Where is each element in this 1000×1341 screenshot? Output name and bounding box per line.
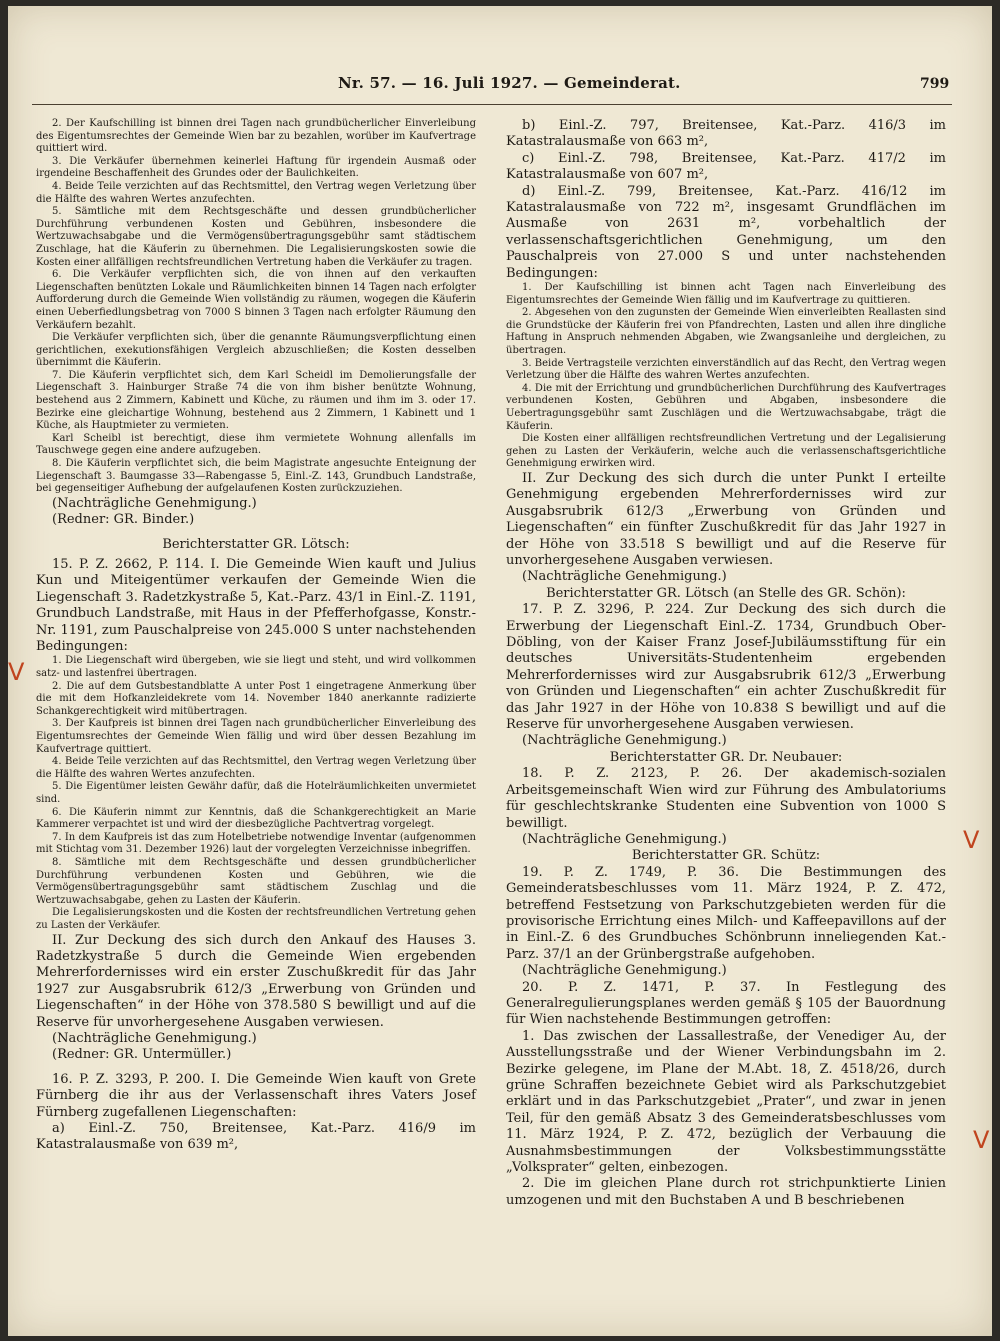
body-paragraph: b) Einl.-Z. 797, Breitensee, Kat.-Parz. 416/3 im Katastralausmaße von 663 m², (506, 118, 946, 150)
section-heading: Berichterstatter GR. Lötsch: (162, 536, 350, 552)
page-number: 799 (920, 76, 950, 92)
spacer (36, 529, 476, 537)
body-paragraph: 15. P. Z. 2662, P. 114. I. Die Gemeinde Wien kauft und Julius Kun und Miteigentümer verkaufen der Gemeinde Wien die Liegenschaft 3. Radetzkystraße 5, Kat.-Parz. 43/1 in Einl.-Z. 1191, Grundbuch Landstraße, mit Haus in der Pfefferhofgasse, Konstr.-Nr. 1191, zum Pauschalpreise von 245.000 S unter nachstehenden Bedingungen: (36, 557, 476, 655)
body-paragraph: (Nachträgliche Genehmigung.) (52, 1030, 257, 1046)
section-heading: Berichterstatter GR. Schütz: (631, 848, 821, 864)
body-paragraph: II. Zur Deckung des sich durch den Ankauf des Hauses 3. Radetzkystraße 5 durch die Gemeinde Wien ergebenden Mehrerfordernisses wird ein erster Zuschußkredit für das Jahr 1927 zur Ausgabsrubrik 612/3 „Erwerbung von Gründen und Liegenschaften“ in der Höhe von 378.580 S bewilligt und auf die Reserve für unvorhergesehene Ausgaben verwiesen. (36, 932, 476, 1030)
condition-paragraph: 8. Die Käuferin verpflichtet sich, die beim Magistrate angesuchte Enteignung der Liegenschaft 3. Baumgasse 33—Rabengasse 5, Einl.-Z. 143, Grundbuch Landstraße, bei gegenseitiger Aufhebung der aufgelaufenen Kosten zurückzuziehen. (36, 458, 476, 495)
condition-paragraph: 5. Die Eigentümer leisten Gewähr dafür, daß die Hotelräumlichkeiten unvermietet sind. (36, 781, 476, 805)
body-paragraph: 19. P. Z. 1749, P. 36. Die Bestimmungen des Gemeinderatsbeschlusses vom 11. März 1924, P. Z. 472, betreffend Festsetzung von Parkschutzgebieten werden für die provisorische Errichtung eines Milch- und Kaffeepavillons auf der in Einl.-Z. 6 des Grundbuches Schönbrunn inneliegenden Kat.-Parz. 37/1 an der Grünbergstraße aufgehoben. (506, 864, 946, 962)
body-paragraph: 2. Die im gleichen Plane durch rot strichpunktierte Linien umzogenen und mit den Buchstaben A und B beschriebenen (506, 1176, 946, 1208)
margin-check-mark: V (973, 1126, 990, 1154)
body-paragraph: (Nachträgliche Genehmigung.) (522, 963, 727, 979)
body-paragraph: a) Einl.-Z. 750, Breitensee, Kat.-Parz. 416/9 im Katastralausmaße von 639 m², (36, 1121, 476, 1153)
body-paragraph: 20. P. Z. 1471, P. 37. In Festlegung des Generalregulierungsplanes werden gemäß § 105 der Bauordnung für Wien nachstehende Bestimmungen getroffen: (506, 979, 946, 1028)
condition-paragraph: 3. Beide Vertragsteile verzichten einverständlich auf das Recht, den Vertrag wegen Verletzung über die Hälfte des wahren Wertes anzufechten. (506, 357, 946, 382)
condition-paragraph: 1. Die Liegenschaft wird übergeben, wie sie liegt und steht, und wird vollkommen satz- und lastenfrei übertragen. (36, 655, 476, 680)
condition-paragraph: Karl Scheibl ist berechtigt, diese ihm vermietete Wohnung allenfalls im Tauschwege gegen eine andere aufzugeben. (36, 432, 476, 457)
body-paragraph: (Redner: GR. Binder.) (52, 512, 195, 528)
right-column (506, 118, 946, 1209)
body-paragraph: II. Zur Deckung des sich durch die unter Punkt I erteilte Genehmigung ergebenden Mehrerfordernisses wird zur Ausgabsrubrik 612/3 „Erwerbung von Gründen und Liegenschaften“ ein fünfter Zuschußkredit für das Jahr 1927 in der Höhe von 33.518 S bewilligt und auf die Reserve für unvorhergesehene Ausgaben verwiesen. (506, 470, 946, 568)
condition-paragraph: 2. Abgesehen von den zugunsten der Gemeinde Wien einverleibten Reallasten sind die Grundstücke der Käuferin frei von Pfandrechten, Lasten und allen ihre dingliche Haftung in Anspruch nehmenden Abgaben, wie Zwangsanleihe und dergleichen, zu übertragen. (506, 307, 946, 357)
condition-paragraph: Die Kosten einer allfälligen rechtsfreundlichen Vertretung und der Legalisierung gehen zu Lasten der Verkäuferin, welche auch die verlassenschaftsgerichtliche Genehmigung erwirken wird. (506, 433, 946, 470)
body-paragraph: 18. P. Z. 2123, P. 26. Der akademisch-sozialen Arbeitsgemeinschaft Wien wird zur Führung des Ambulatoriums für geschlechtskranke Studenten eine Subvention von 1000 S bewilligt. (506, 766, 946, 831)
condition-paragraph: 3. Die Verkäufer übernehmen keinerlei Haftung für irgendein Ausmaß oder irgendeine Beschaffenheit des Grundes oder der Baulichkeiten. (36, 155, 476, 180)
body-paragraph: (Redner: GR. Untermüller.) (52, 1047, 232, 1063)
condition-paragraph: 7. Die Käuferin verpflichtet sich, dem Karl Scheidl im Demolierungsfalle der Liegenschaft 3. Hainburger Straße 74 die von ihm bisher benützte Wohnung, bestehend aus 2 Zimmern, Kabinett und Küche, zu räumen und ihm im 3. oder 17. Bezirke eine gleichartige Wohnung, bestehend aus 2 Zimmern, 1 Kabinett und 1 Küche, als Hauptmieter zu vermieten. (36, 369, 476, 432)
condition-paragraph: 4. Die mit der Errichtung und grundbücherlichen Durchführung des Kaufvertrages verbundenen Kosten, Gebühren und Abgaben, insbesondere die Uebertragungsgebühr samt Zuschlägen und die Wertzuwachsabgabe, trägt die Käuferin. (506, 382, 946, 432)
page-header (8, 70, 992, 96)
section-heading: Berichterstatter GR. Lötsch (an Stelle des GR. Schön): (546, 585, 906, 601)
body-paragraph: (Nachträgliche Genehmigung.) (522, 569, 727, 585)
body-paragraph: c) Einl.-Z. 798, Breitensee, Kat.-Parz. 417/2 im Katastralausmaße von 607 m², (506, 150, 946, 183)
spacer (36, 1064, 476, 1072)
condition-paragraph: 5. Sämtliche mit dem Rechtsgeschäfte und dessen grundbücherlicher Durchführung verbundenen Kosten und Gebühren, insbesondere die Wertzuwachsabgabe und die Vermögensübertragungsgebühr samt städtischem Zuschlage, hat die Käuferin zu übernehmen. Die Legalisierungskosten sowie die Kosten einer allfälligen rechtsfreundlichen Vertretung haben die Verkäufer zu tragen. (36, 206, 476, 268)
body-paragraph: (Nachträgliche Genehmigung.) (522, 733, 727, 749)
body-paragraph: 17. P. Z. 3296, P. 224. Zur Deckung des sich durch die Erwerbung der Liegenschaft Einl.-Z. 1734, Grundbuch Ober-Döbling, von der Kaiser Franz Josef-Jubiläumsstiftung für ein deutsches Universitäts-Studentenheim ergebenden Mehrerfordernisses wird zur Ausgabsrubrik 612/3 „Erwerbung von Gründen und Liegenschaften“ ein achter Zuschußkredit für das Jahr 1927 in der Höhe von 10.838 S bewilligt und auf die Reserve für unvorhergesehene Ausgaben verwiesen. (506, 602, 946, 733)
condition-paragraph: 2. Die auf dem Gutsbestandblatte A unter Post 1 eingetragene Anmerkung über die mit dem Hofkanzleidekrete vom 14. November 1840 anerkannte radizierte Schankgerechtigkeit wird mitübertragen. (36, 680, 476, 717)
condition-paragraph: 6. Die Käuferin nimmt zur Kenntnis, daß die Schankgerechtigkeit an Marie Kammerer verpachtet ist und wird der diesbezügliche Pachtvertrag vorgelegt. (36, 806, 476, 831)
body-paragraph: 16. P. Z. 3293, P. 200. I. Die Gemeinde Wien kauft von Grete Fürnberg die ihr aus der Verlassenschaft ihres Vaters Josef Fürnberg zugefallenen Liegenschaften: (36, 1071, 476, 1120)
condition-paragraph: 6. Die Verkäufer verpflichten sich, die von ihnen auf den verkauften Liegenschaften benützten Lokale und Räumlichkeiten binnen 14 Tagen nach erfolgter Aufforderung durch die Gemeinde Wien vollständig zu räumen, wogegen die Käuferin einen Ueberfiedlungsbetrag von 7000 S binnen 3 Tagen nach erfolgter Räumung den Verkäufern bezahlt. (36, 269, 476, 331)
condition-paragraph: 4. Beide Teile verzichten auf das Rechtsmittel, den Vertrag wegen Verletzung über die Hälfte des wahren Wertes anzufechten. (36, 180, 476, 205)
section-heading: Berichterstatter GR. Dr. Neubauer: (609, 749, 843, 765)
newspaper-page (8, 6, 992, 1336)
condition-paragraph: Die Legalisierungskosten und die Kosten der rechtsfreundlichen Vertretung gehen zu Lasten der Verkäufer. (36, 907, 476, 931)
condition-paragraph: 3. Der Kaufpreis ist binnen drei Tagen nach grundbücherlicher Einverleibung des Eigentumsrechtes der Gemeinde Wien fällig und wird über dessen Bezahlung im Kaufvertrage quittiert. (36, 718, 476, 755)
margin-check-mark: V (963, 826, 980, 854)
condition-paragraph: 2. Der Kaufschilling ist binnen drei Tagen nach grundbücherlicher Einverleibung des Eigentumsrechtes der Gemeinde Wien bar zu bezahlen, worüber im Kaufvertrage quittiert wird. (36, 118, 476, 155)
running-head: Nr. 57. — 16. Juli 1927. — Gemeinderat. (338, 74, 681, 92)
body-paragraph: (Nachträgliche Genehmigung.) (52, 495, 257, 511)
left-column (36, 118, 476, 1154)
condition-paragraph: 7. In dem Kaufpreis ist das zum Hotelbetriebe notwendige Inventar (aufgenommen mit Stichtag vom 31. Dezember 1926) laut der vorgelegten Verzeichnisse inbegriffen. (36, 831, 476, 856)
condition-paragraph: Die Verkäufer verpflichten sich, über die genannte Räumungsverpflichtung einen gerichtlichen, exekutionsfähigen Vergleich abzuschließen; die Kosten desselben übernimmt die Käuferin. (36, 332, 476, 369)
condition-paragraph: 4. Beide Teile verzichten auf das Rechtsmittel, den Vertrag wegen Verletzung über die Hälfte des wahren Wertes anzufechten. (36, 756, 476, 780)
condition-paragraph: 8. Sämtliche mit dem Rechtsgeschäfte und dessen grundbücherlicher Durchführung verbundenen Kosten und Gebühren, wie die Vermögensübertragungsgebühr samt städtischem Zuschlag und die Wertzuwachsabgabe, gehen zu Lasten der Käuferin. (36, 856, 476, 906)
condition-paragraph: 1. Der Kaufschilling ist binnen acht Tagen nach Einverleibung des Eigentumsrechtes der Gemeinde Wien fällig und im Kaufvertrage zu quittieren. (506, 282, 946, 306)
body-paragraph: d) Einl.-Z. 799, Breitensee, Kat.-Parz. 416/12 im Katastralausmaße von 722 m², insgesamt Grundflächen im Ausmaße von 2631 m², vorbehaltlich der verlassenschaftsgerichtlichen Genehmigung, um den Pauschalpreis von 27.000 S und unter nachstehenden Bedingungen: (506, 183, 946, 281)
header-rule (32, 104, 952, 105)
body-paragraph: 1. Das zwischen der Lassallestraße, der Venediger Au, der Ausstellungsstraße und der Wiener Verbindungsbahn im 2. Bezirke gelegene, im Plane der M.Abt. 18, Z. 4518/26, durch grüne Schraffen bezeichnete Gebiet wird als Parkschutzgebiet erklärt und in das Parkschutzgebiet „Prater“, und zwar in jenen Teil, für den gemäß Absatz 3 des Gemeinderatsbeschlusses vom 11. März 1924, P. Z. 472, bezüglich der Verbauung die Ausnahmsbestimmungen der Volksbestimmungsstätte „Volksprater“ gelten, einbezogen. (506, 1028, 946, 1176)
margin-check-mark: V (8, 658, 25, 686)
body-paragraph: (Nachträgliche Genehmigung.) (522, 831, 727, 847)
